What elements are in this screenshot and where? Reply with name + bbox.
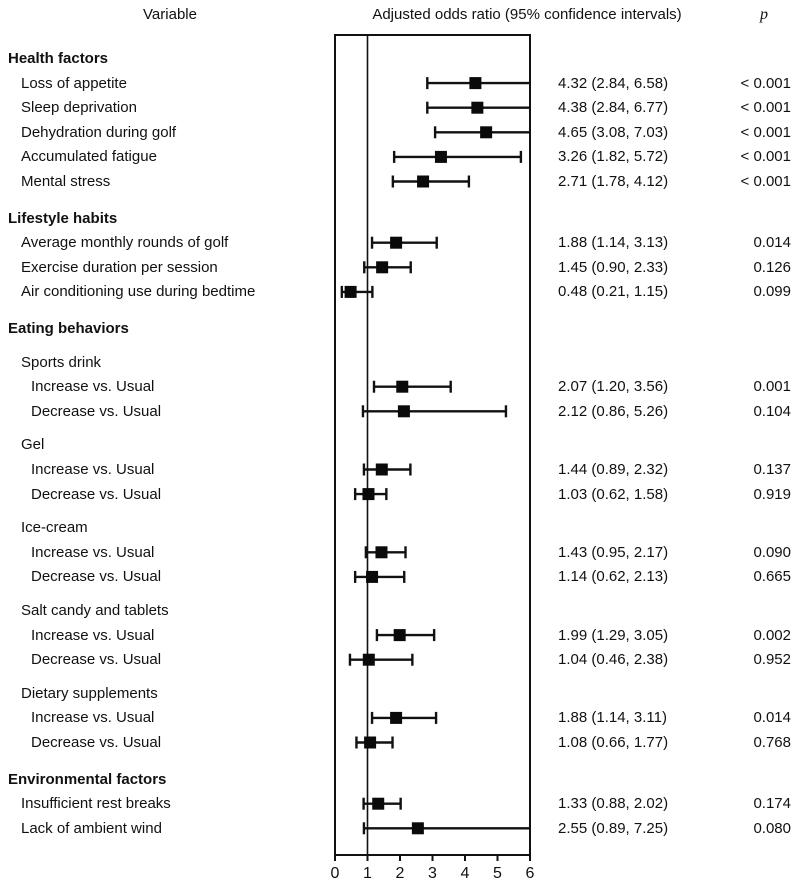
row-label: Insufficient rest breaks (21, 795, 171, 813)
or-marker (376, 464, 388, 476)
section-label: Health factors (8, 50, 109, 67)
subsection-label: Sports drink (21, 353, 102, 371)
row-label: Accumulated fatigue (21, 148, 157, 166)
row-label: Increase vs. Usual (31, 543, 155, 561)
odds-ratio-value: 1.08 (0.66, 1.77) (558, 734, 669, 751)
or-marker (362, 488, 374, 500)
row-label: Increase vs. Usual (31, 378, 155, 396)
subsection-label: Salt candy and tablets (21, 602, 169, 619)
row-label: Increase vs. Usual (31, 709, 155, 727)
odds-ratio-value: 4.65 (3.08, 7.03) (558, 123, 669, 141)
or-marker (345, 286, 357, 298)
section-label: Lifestyle habits (8, 209, 118, 227)
or-marker (372, 798, 384, 810)
odds-ratio-value: 4.32 (2.84, 6.58) (558, 74, 669, 92)
odds-ratio-value: 1.33 (0.88, 2.02) (558, 795, 669, 813)
odds-ratio-value: 1.43 (0.95, 2.17) (558, 543, 669, 561)
row-label: Increase vs. Usual (31, 461, 155, 478)
subsection-label: Dietary supplements (21, 684, 158, 702)
or-marker (480, 126, 492, 138)
p-value: < 0.001 (740, 74, 791, 92)
row-label: Loss of appetite (21, 74, 127, 92)
row-label: Average monthly rounds of golf (21, 234, 229, 252)
p-value: 0.174 (753, 795, 791, 813)
odds-ratio-value: 4.38 (2.84, 6.77) (558, 99, 669, 117)
odds-ratio-value: 1.14 (0.62, 2.13) (558, 568, 669, 586)
column-header-p-value: p (760, 6, 768, 23)
odds-ratio-value: 2.07 (1.20, 3.56) (558, 378, 669, 396)
row-label: Lack of ambient wind (21, 819, 162, 837)
x-axis-tick-label: 0 (330, 865, 340, 882)
row-label: Decrease vs. Usual (31, 734, 162, 751)
row-label: Dehydration during golf (21, 123, 177, 141)
row-label: Increase vs. Usual (31, 626, 155, 644)
row-label: Decrease vs. Usual (31, 485, 162, 503)
or-marker (417, 176, 429, 188)
p-value: 0.001 (753, 378, 791, 396)
or-marker (376, 261, 388, 273)
odds-ratio-value: 2.55 (0.89, 7.25) (558, 819, 669, 837)
column-header-odds-ratio: Adjusted odds ratio (95% confidence intervals) (372, 6, 682, 23)
p-value: 0.080 (753, 819, 791, 837)
p-value: 0.768 (753, 734, 791, 751)
subsection-label: Gel (21, 436, 45, 454)
odds-ratio-value: 2.71 (1.78, 4.12) (558, 173, 669, 190)
p-value: < 0.001 (740, 148, 791, 166)
or-marker (471, 102, 483, 114)
odds-ratio-value: 1.03 (0.62, 1.58) (558, 485, 669, 503)
p-value: 0.104 (753, 402, 791, 420)
row-label: Exercise duration per session (21, 258, 218, 276)
p-value: 0.099 (753, 283, 791, 301)
p-value: 0.126 (753, 258, 791, 276)
or-marker (390, 237, 402, 249)
or-marker (366, 571, 378, 583)
row-label: Air conditioning use during bedtime (21, 283, 256, 301)
p-value: 0.002 (753, 626, 791, 644)
odds-ratio-value: 1.99 (1.29, 3.05) (558, 626, 669, 644)
p-value: 0.919 (753, 485, 791, 503)
column-header-variable: Variable (143, 6, 197, 23)
or-marker (469, 77, 481, 89)
odds-ratio-value: 3.26 (1.82, 5.72) (558, 148, 669, 166)
section-label: Eating behaviors (8, 320, 129, 337)
x-axis-tick-label: 1 (363, 865, 372, 882)
subsection-label: Ice-cream (21, 519, 88, 537)
section-label: Environmental factors (8, 770, 167, 788)
or-marker (390, 712, 402, 724)
p-value: < 0.001 (740, 173, 791, 190)
p-value: 0.952 (753, 651, 791, 669)
or-marker (398, 405, 410, 417)
row-label: Sleep deprivation (21, 99, 137, 117)
p-value: 0.014 (753, 234, 791, 252)
or-marker (396, 381, 408, 393)
p-value: < 0.001 (740, 99, 791, 117)
x-axis-tick-label: 3 (428, 865, 437, 882)
p-value: 0.137 (753, 461, 791, 478)
row-label: Decrease vs. Usual (31, 568, 162, 586)
or-marker (363, 654, 375, 666)
x-axis-tick-label: 5 (493, 865, 502, 882)
or-marker (375, 546, 387, 558)
odds-ratio-value: 0.48 (0.21, 1.15) (558, 283, 669, 301)
row-label: Decrease vs. Usual (31, 651, 162, 669)
x-axis-tick-label: 4 (460, 865, 470, 882)
p-value: 0.665 (753, 568, 791, 586)
x-axis-tick-label: 6 (525, 865, 535, 882)
p-value: 0.090 (753, 543, 791, 561)
row-label: Decrease vs. Usual (31, 402, 162, 420)
x-axis-tick-label: 2 (395, 865, 405, 882)
odds-ratio-value: 1.45 (0.90, 2.33) (558, 258, 669, 276)
odds-ratio-value: 1.44 (0.89, 2.32) (558, 461, 669, 478)
odds-ratio-value: 2.12 (0.86, 5.26) (558, 402, 669, 420)
odds-ratio-value: 1.88 (1.14, 3.11) (558, 709, 667, 727)
or-marker (364, 737, 376, 749)
row-label: Mental stress (21, 173, 111, 190)
or-marker (412, 822, 424, 834)
or-marker (435, 151, 447, 163)
odds-ratio-value: 1.04 (0.46, 2.38) (558, 651, 669, 669)
p-value: < 0.001 (740, 123, 791, 141)
odds-ratio-value: 1.88 (1.14, 3.13) (558, 234, 669, 252)
or-marker (394, 629, 406, 641)
p-value: 0.014 (753, 709, 791, 727)
